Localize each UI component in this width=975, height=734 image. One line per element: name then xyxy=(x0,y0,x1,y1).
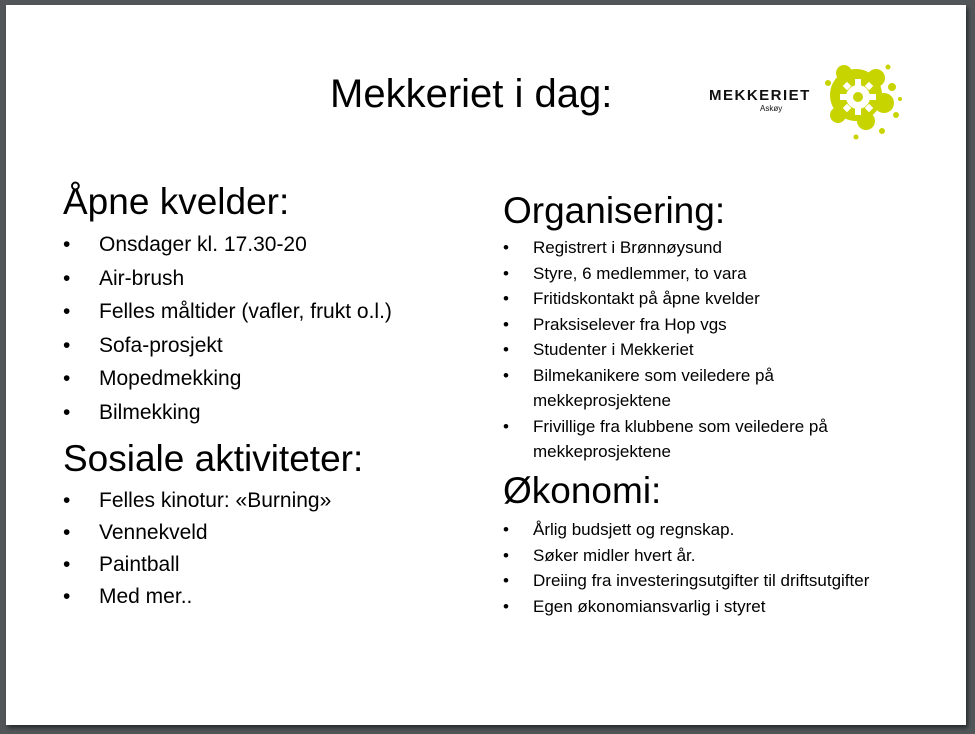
bullet-icon: • xyxy=(63,585,71,608)
list-item-text: Praksiselever fra Hop vgs xyxy=(533,314,727,334)
list-item xyxy=(63,521,331,553)
list-item xyxy=(63,553,331,585)
heading-sosiale-aktiviteter: Sosiale aktiviteter: xyxy=(63,438,364,479)
list-item xyxy=(503,363,873,414)
list-item xyxy=(503,414,873,465)
list-item xyxy=(63,585,331,617)
list-item-text: Studenter i Mekkeriet xyxy=(533,340,694,359)
bullet-icon: • xyxy=(63,300,71,323)
list-item xyxy=(503,235,873,261)
bullet-icon: • xyxy=(503,238,509,257)
bullet-icon: • xyxy=(503,520,509,539)
list-item-text: Sofa-prosjekt xyxy=(99,333,223,357)
list-item-text: Vennekveld xyxy=(99,521,208,544)
bullet-icon: • xyxy=(503,340,509,359)
list-item xyxy=(63,300,392,334)
list-item-text: Air-brush xyxy=(99,266,185,290)
list-item xyxy=(63,334,392,368)
list-item-text: Felles måltider (vafler, frukt o.l.) xyxy=(99,300,392,323)
list-organisering xyxy=(503,235,873,465)
list-item-text: Fritidskontakt på åpne kvelder xyxy=(533,289,760,308)
list-item xyxy=(503,261,873,287)
bullet-icon: • xyxy=(63,233,71,256)
heading-organisering: Organisering: xyxy=(503,190,726,231)
list-apne-kvelder xyxy=(63,233,392,434)
list-item xyxy=(503,568,873,594)
list-item xyxy=(63,401,392,435)
list-item-text: Egen økonomiansvarlig i styret xyxy=(533,596,766,616)
list-item xyxy=(63,367,392,401)
list-item-text: Registrert i Brønnøysund xyxy=(533,238,722,257)
list-item xyxy=(63,267,392,301)
bullet-icon: • xyxy=(63,400,71,424)
list-item-text: Onsdager kl. 17.30-20 xyxy=(99,233,307,256)
bullet-icon: • xyxy=(63,521,71,544)
bullet-icon: • xyxy=(63,266,71,290)
list-item-text: Styre, 6 medlemmer, to vara xyxy=(533,263,747,283)
list-item xyxy=(503,517,873,543)
list-item-text: Bilmekking xyxy=(99,400,201,424)
list-item xyxy=(503,594,873,620)
bullet-icon: • xyxy=(503,571,509,590)
list-okonomi xyxy=(503,517,873,619)
list-item-text: Søker midler hvert år. xyxy=(533,545,696,565)
bullet-icon: • xyxy=(503,596,509,616)
bullet-icon: • xyxy=(63,333,71,357)
slide-title: Mekkeriet i dag: xyxy=(330,72,613,116)
bullet-icon: • xyxy=(63,553,71,576)
list-item-text: Dreiing fra investeringsutgifter til driftsutgifter xyxy=(533,571,870,590)
list-item-text: Mopedmekking xyxy=(99,367,242,390)
list-item xyxy=(63,233,392,267)
list-item-text: Felles kinotur: «Burning» xyxy=(99,489,332,512)
bullet-icon: • xyxy=(503,263,509,283)
logo-text: MEKKERIET xyxy=(709,87,811,104)
bullet-icon: • xyxy=(503,365,509,385)
heading-apne-kvelder: Åpne kvelder: xyxy=(63,181,290,222)
list-item xyxy=(63,489,331,521)
list-item-text: Frivillige fra klubbene som veiledere på mekkeprosjektene xyxy=(533,416,828,461)
bullet-icon: • xyxy=(503,545,509,565)
bullet-icon: • xyxy=(63,489,71,512)
list-item-text: Paintball xyxy=(99,553,180,576)
list-sosiale-aktiviteter xyxy=(63,489,331,617)
list-item xyxy=(503,543,873,569)
slide xyxy=(6,5,966,725)
heading-okonomi: Økonomi: xyxy=(503,470,662,511)
list-item-text: Med mer.. xyxy=(99,585,193,608)
bullet-icon: • xyxy=(63,367,71,390)
list-item-text: Bilmekanikere som veiledere på mekkeprosjektene xyxy=(533,365,774,410)
list-item xyxy=(503,286,873,312)
bullet-icon: • xyxy=(503,289,509,308)
list-item xyxy=(503,337,873,363)
logo-subtext: Askøy xyxy=(760,104,783,113)
bullet-icon: • xyxy=(503,416,509,436)
bullet-icon: • xyxy=(503,314,509,334)
list-item-text: Årlig budsjett og regnskap. xyxy=(533,520,735,539)
list-item xyxy=(503,312,873,338)
mekkeriet-logo xyxy=(706,53,906,148)
